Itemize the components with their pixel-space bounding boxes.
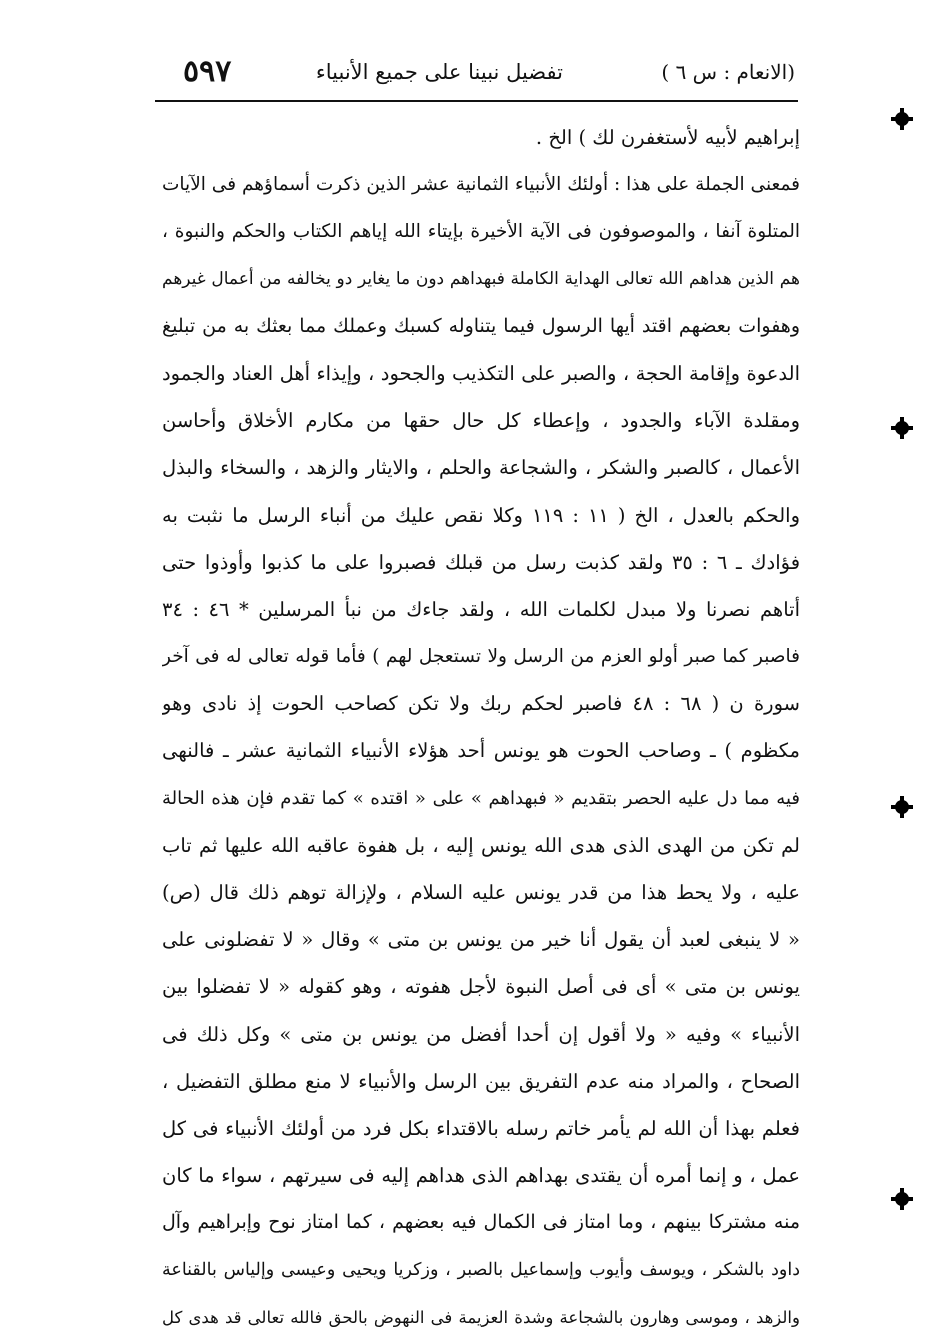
text-line: منه مشتركا بينهم ، وما امتاز فى الكمال فيه بعضهم ، كما امتاز نوح وإبراهيم وآل — [162, 1211, 800, 1234]
text-line: ومقلدة الآباء والجدود ، وإعطاء كل حال حقها من مكارم الأخلاق وأحاسن — [162, 409, 800, 433]
text-line: يونس بن متى » أى فى أصل النبوة لأجل هفوته ، وهو كقوله « لا تفضلوا بين — [162, 975, 800, 999]
text-line: عليه ، ولا يحط هذا من قدر يونس عليه السلام ، ولإزالة توهم ذلك قال (ص) — [162, 881, 800, 904]
text-line: الدعوة وإقامة الحجة ، والصبر على التكذيب والجحود ، وإيذاء أهل العناد والجمود — [162, 361, 800, 385]
text-line: هم الذين هداهم الله تعالى الهداية الكاملة فبهداهم دون ما يغاير دو يخالفه من أعمال غيرهم — [162, 268, 800, 289]
header-surah-reference: (الانعام : س ٦ ) — [661, 60, 795, 84]
punch-hole-mark — [895, 112, 909, 126]
text-line: وهفوات بعضهم اقتد أيها الرسول فيما يتناوله كسبك وعملك مما بعثك به من تبليغ — [162, 314, 800, 337]
text-line: إبراهيم لأبيه لأستغفرن لك ) الخ . — [535, 126, 800, 149]
header-divider — [155, 100, 798, 102]
page-number: ٥٩٧ — [183, 54, 232, 89]
punch-hole-mark — [895, 800, 909, 814]
text-line: فيه مما دل عليه الحصر بتقديم « فبهداهم » على « اقتده » كما تقدم فإن هذه الحالة — [162, 787, 800, 809]
text-line: عمل ، و إنما أمره أن يقتدى بهداهم الذى هداهم إليه فى سيرتهم ، سواء ما كان — [162, 1164, 800, 1188]
punch-hole-mark — [895, 1192, 909, 1206]
punch-hole-mark — [895, 421, 909, 435]
running-header — [155, 52, 795, 98]
header-title: تفضيل نبينا على جميع الأنبياء — [315, 60, 563, 84]
text-line: المتلوة آنفا ، والموصوفون فى الآية الأخيرة بإيتاء الله إياهم الكتاب والحكم والنبوة ، — [162, 221, 800, 243]
text-line: أتاهم نصرنا ولا مبدل لكلمات الله ، ولقد جاءك من نبأ المرسلين * ٤٦ : ٣٤ — [162, 597, 800, 621]
text-line: فاصبر كما صبر أولو العزم من الرسل ولا تستعجل لهم ) فأما قوله تعالى له فى آخر — [162, 646, 800, 668]
body-text — [162, 114, 800, 1341]
text-line: الأنبياء » وفيه « ولا أقول إن أحدا أفضل من يونس بن متى » وكل ذلك فى — [162, 1022, 800, 1046]
text-line: الصحاح ، والمراد منه عدم التفريق بين الرسل والأنبياء لا منع مطلق التفضيل ، — [162, 1069, 800, 1093]
text-line: داود بالشكر ، ويوسف وأيوب وإسماعيل بالصبر ، وزكريا ويحيى وعيسى وإلياس بالقناعة — [162, 1259, 800, 1280]
text-line: والحكم بالعدل ، الخ ( ١١ : ١١٩ وكلا نقص عليك من أنباء الرسل ما نثبت به — [162, 503, 800, 527]
text-line: « لا ينبغى لعبد أن يقول أنا خير من يونس بن متى » وقال « لا تفضلونى على — [162, 928, 800, 952]
text-line: فمعنى الجملة على هذا : أولئك الأنبياء الثمانية عشر الذين ذكرت أسماؤهم فى الآيات — [162, 174, 800, 196]
text-line: فعلم بهذا أن الله لم يأمر خاتم رسله بالاقتداء بكل فرد من أولئك الأنبياء فى كل — [162, 1116, 800, 1140]
text-line: مكظوم ) ـ وصاحب الحوت هو يونس أحد هؤلاء الأنبياء الثمانية عشر ـ فالنهى — [162, 739, 800, 763]
text-line: فؤادك ـ ٦ : ٣٥ ولقد كذبت رسل من قبلك فصبروا على ما كذبوا وأوذوا حتى — [162, 550, 800, 574]
text-line: سورة ن ( ٦٨ : ٤٨ فاصبر لحكم ربك ولا تكن كصاحب الحوت إذ نادى وهو — [162, 692, 800, 716]
text-line: لم تكن من الهدى الذى هدى الله يونس إليه ، بل هفوة عاقبه الله عليها ثم تاب — [162, 833, 800, 857]
text-line: والزهد ، وموسى وهارون بالشجاعة وشدة العزيمة فى النهوض بالحق فالله تعالى قد هدى كل — [162, 1307, 800, 1327]
text-line: الأعمال ، كالصبر والشكر ، والشجاعة والحلم ، والايثار والزهد ، والسخاء والبذل — [162, 456, 800, 480]
